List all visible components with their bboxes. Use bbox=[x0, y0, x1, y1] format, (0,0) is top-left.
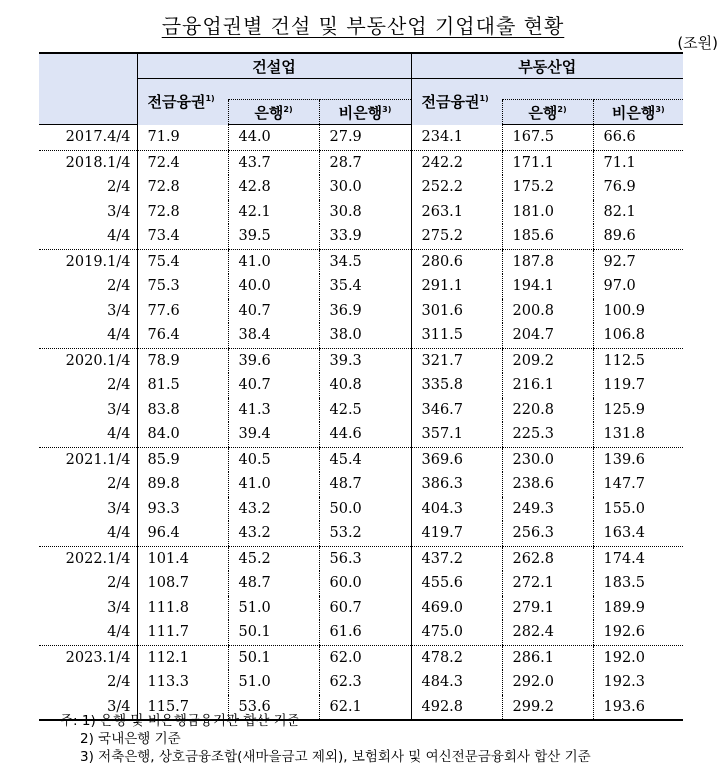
cell-realestate-nonbank: 82.1 bbox=[593, 200, 683, 225]
cell-realestate-bank: 262.8 bbox=[502, 546, 593, 571]
table-row bbox=[39, 125, 683, 151]
cell-construction-nonbank: 36.9 bbox=[319, 299, 411, 324]
cell-period: 4/4 bbox=[39, 323, 137, 348]
cell-construction-nonbank: 35.4 bbox=[319, 274, 411, 299]
cell-construction-nonbank: 27.9 bbox=[319, 125, 411, 151]
cell-realestate-bank: 272.1 bbox=[502, 571, 593, 596]
cell-realestate-total: 291.1 bbox=[411, 274, 502, 299]
cell-construction-total: 108.7 bbox=[137, 571, 228, 596]
cell-period: 4/4 bbox=[39, 620, 137, 645]
cell-realestate-total: 437.2 bbox=[411, 546, 502, 571]
cell-realestate-nonbank: 147.7 bbox=[593, 472, 683, 497]
cell-period: 2021.1/4 bbox=[65, 451, 131, 468]
footnote-3: 3) 저축은행, 상호금융조합(새마을금고 제외), 보험회사 및 여신전문금융회사 합산 기준 bbox=[80, 749, 591, 765]
cell-realestate-nonbank: 100.9 bbox=[593, 299, 683, 324]
cell-realestate-nonbank: 97.0 bbox=[593, 274, 683, 299]
table-row bbox=[39, 150, 683, 175]
cell-realestate-nonbank: 174.4 bbox=[593, 546, 683, 571]
cell-construction-nonbank: 62.3 bbox=[319, 670, 411, 695]
table-row bbox=[39, 323, 683, 348]
cell-period: 3/4 bbox=[107, 500, 131, 517]
cell-period: 2/4 bbox=[107, 377, 131, 394]
cell-construction-bank: 51.0 bbox=[228, 596, 319, 621]
cell-period: 2/4 bbox=[107, 476, 131, 493]
cell-period: 2022.1/4 bbox=[65, 550, 131, 567]
cell-realestate-bank: 181.0 bbox=[502, 200, 593, 225]
table-row bbox=[39, 670, 683, 695]
cell-construction-nonbank: 42.5 bbox=[319, 398, 411, 423]
col-header-nonbank: 비은행$^{3)}$ bbox=[319, 100, 411, 125]
cell-period: 2020.1/4 bbox=[65, 352, 131, 369]
cell-realestate-nonbank: 112.5 bbox=[593, 348, 683, 373]
cell-construction-total: 101.4 bbox=[137, 546, 228, 571]
cell-construction-bank: 51.0 bbox=[228, 670, 319, 695]
cell-realestate-bank: 225.3 bbox=[502, 422, 593, 447]
cell-realestate-nonbank: 192.3 bbox=[593, 670, 683, 695]
cell-construction-nonbank: 39.3 bbox=[319, 348, 411, 373]
cell-period: 2018.1/4 bbox=[65, 154, 131, 171]
cell-construction-nonbank: 34.5 bbox=[319, 249, 411, 274]
cell-construction-total: 72.4 bbox=[137, 150, 228, 175]
table-row bbox=[39, 249, 683, 274]
cell-realestate-bank: 282.4 bbox=[502, 620, 593, 645]
cell-construction-total: 76.4 bbox=[137, 323, 228, 348]
cell-construction-bank: 43.2 bbox=[228, 497, 319, 522]
col-header-nonbank: 비은행$^{3)}$ bbox=[593, 100, 683, 125]
cell-realestate-nonbank: 131.8 bbox=[593, 422, 683, 447]
cell-construction-nonbank: 28.7 bbox=[319, 150, 411, 175]
table-row bbox=[39, 274, 683, 299]
cell-period: 2017.4/4 bbox=[39, 125, 137, 151]
table-row bbox=[39, 546, 683, 571]
cell-construction-nonbank: 60.0 bbox=[319, 571, 411, 596]
cell-construction-total: 89.8 bbox=[137, 472, 228, 497]
cell-construction-bank: 40.0 bbox=[228, 274, 319, 299]
cell-realestate-bank: 230.0 bbox=[502, 447, 593, 472]
cell-realestate-bank: 279.1 bbox=[502, 596, 593, 621]
cell-construction-total: 112.1 bbox=[137, 645, 228, 670]
cell-construction-bank: 44.0 bbox=[228, 125, 319, 151]
cell-realestate-total: 252.2 bbox=[411, 175, 502, 200]
cell-construction-nonbank: 61.6 bbox=[319, 620, 411, 645]
cell-realestate-bank: 286.1 bbox=[502, 645, 593, 670]
cell-construction-total: 72.8 bbox=[137, 175, 228, 200]
cell-construction-nonbank: 60.7 bbox=[319, 596, 411, 621]
table-row bbox=[39, 620, 683, 645]
cell-realestate-nonbank: 106.8 bbox=[593, 323, 683, 348]
cell-construction-nonbank: 30.8 bbox=[319, 200, 411, 225]
cell-realestate-total: 386.3 bbox=[411, 472, 502, 497]
cell-realestate-total: 242.2 bbox=[411, 150, 502, 175]
table-row bbox=[39, 472, 683, 497]
group-header-real-estate: 부동산업 bbox=[411, 53, 683, 79]
col-header-total: 전금융권$^{1)}$ bbox=[411, 79, 502, 125]
cell-period: 3/4 bbox=[107, 401, 131, 418]
cell-realestate-total: 311.5 bbox=[411, 323, 502, 348]
cell-construction-total: 113.3 bbox=[137, 670, 228, 695]
cell-period: 3/4 bbox=[107, 599, 131, 616]
cell-construction-nonbank: 45.4 bbox=[319, 447, 411, 472]
cell-construction-bank: 40.7 bbox=[228, 373, 319, 398]
cell-construction-bank: 41.3 bbox=[228, 398, 319, 423]
cell-period: 2019.1/4 bbox=[65, 253, 131, 270]
cell-construction-bank: 50.1 bbox=[228, 620, 319, 645]
cell-realestate-total: 263.1 bbox=[411, 200, 502, 225]
table-row bbox=[39, 645, 683, 670]
group-header-construction: 건설업 bbox=[137, 53, 411, 79]
cell-construction-bank: 43.7 bbox=[228, 150, 319, 175]
col-header-bank: 은행$^{2)}$ bbox=[502, 100, 593, 125]
cell-construction-bank: 38.4 bbox=[228, 323, 319, 348]
cell-realestate-bank: 200.8 bbox=[502, 299, 593, 324]
cell-realestate-nonbank: 192.0 bbox=[593, 645, 683, 670]
cell-realestate-total: 419.7 bbox=[411, 521, 502, 546]
cell-construction-total: 72.8 bbox=[137, 200, 228, 225]
table-row bbox=[39, 200, 683, 225]
cell-construction-nonbank: 48.7 bbox=[319, 472, 411, 497]
cell-construction-bank: 39.4 bbox=[228, 422, 319, 447]
table-row bbox=[39, 299, 683, 324]
cell-period: 3/4 bbox=[107, 302, 131, 319]
cell-construction-bank: 50.1 bbox=[228, 645, 319, 670]
footnote-2: 2) 국내은행 기준 bbox=[80, 731, 181, 747]
cell-realestate-total: 357.1 bbox=[411, 422, 502, 447]
cell-construction-nonbank: 44.6 bbox=[319, 422, 411, 447]
cell-period: 3/4 bbox=[39, 695, 137, 721]
cell-realestate-total: 469.0 bbox=[411, 596, 502, 621]
cell-realestate-total: 369.6 bbox=[411, 447, 502, 472]
cell-realestate-total: 478.2 bbox=[411, 645, 502, 670]
cell-realestate-bank: 194.1 bbox=[502, 274, 593, 299]
cell-period: 2/4 bbox=[107, 278, 131, 295]
cell-period: 2/4 bbox=[107, 674, 131, 691]
cell-construction-bank: 42.1 bbox=[228, 200, 319, 225]
page-title: 금융업권별 건설 및 부동산업 기업대출 현황 bbox=[161, 14, 565, 38]
table-row bbox=[39, 447, 683, 472]
table-row bbox=[39, 422, 683, 447]
col-header-bank: 은행$^{2)}$ bbox=[228, 100, 319, 125]
cell-realestate-nonbank: 189.9 bbox=[593, 596, 683, 621]
cell-construction-bank: 41.0 bbox=[228, 472, 319, 497]
table-row bbox=[39, 596, 683, 621]
footnotes bbox=[60, 712, 591, 766]
cell-realestate-total: 475.0 bbox=[411, 620, 502, 645]
cell-realestate-total: 484.3 bbox=[411, 670, 502, 695]
cell-construction-bank: 40.5 bbox=[228, 447, 319, 472]
cell-realestate-bank: 175.2 bbox=[502, 175, 593, 200]
cell-construction-total: 81.5 bbox=[137, 373, 228, 398]
cell-realestate-bank: 299.2 bbox=[502, 695, 593, 721]
cell-realestate-nonbank: 66.6 bbox=[593, 125, 683, 151]
cell-realestate-total: 404.3 bbox=[411, 497, 502, 522]
cell-realestate-nonbank: 193.6 bbox=[593, 695, 683, 721]
cell-period: 2/4 bbox=[107, 179, 131, 196]
corner-header bbox=[39, 53, 137, 125]
table-row bbox=[39, 175, 683, 200]
table-row bbox=[39, 571, 683, 596]
cell-construction-nonbank: 40.8 bbox=[319, 373, 411, 398]
cell-construction-total: 84.0 bbox=[137, 422, 228, 447]
cell-construction-total: 78.9 bbox=[137, 348, 228, 373]
cell-construction-nonbank: 62.0 bbox=[319, 645, 411, 670]
cell-construction-total: 75.3 bbox=[137, 274, 228, 299]
cell-realestate-bank: 185.6 bbox=[502, 224, 593, 249]
cell-realestate-bank: 220.8 bbox=[502, 398, 593, 423]
cell-construction-total: 115.7 bbox=[137, 695, 228, 721]
cell-construction-total: 85.9 bbox=[137, 447, 228, 472]
cell-realestate-bank: 238.6 bbox=[502, 472, 593, 497]
cell-construction-nonbank: 56.3 bbox=[319, 546, 411, 571]
cell-period: 2023.1/4 bbox=[65, 649, 131, 666]
cell-realestate-total: 346.7 bbox=[411, 398, 502, 423]
cell-realestate-total: 455.6 bbox=[411, 571, 502, 596]
cell-construction-nonbank: 62.1 bbox=[319, 695, 411, 721]
cell-realestate-total: 301.6 bbox=[411, 299, 502, 324]
cell-realestate-total: 492.8 bbox=[411, 695, 502, 721]
cell-realestate-total: 335.8 bbox=[411, 373, 502, 398]
cell-construction-total: 71.9 bbox=[137, 125, 228, 151]
cell-construction-nonbank: 53.2 bbox=[319, 521, 411, 546]
unit-label: (조원) bbox=[677, 34, 718, 52]
cell-construction-total: 111.8 bbox=[137, 596, 228, 621]
cell-realestate-nonbank: 125.9 bbox=[593, 398, 683, 423]
cell-period: 2/4 bbox=[107, 575, 131, 592]
cell-realestate-bank: 167.5 bbox=[502, 125, 593, 151]
cell-construction-nonbank: 30.0 bbox=[319, 175, 411, 200]
cell-construction-bank: 40.7 bbox=[228, 299, 319, 324]
cell-construction-bank: 48.7 bbox=[228, 571, 319, 596]
cell-realestate-bank: 256.3 bbox=[502, 521, 593, 546]
cell-construction-total: 75.4 bbox=[137, 249, 228, 274]
cell-construction-total: 111.7 bbox=[137, 620, 228, 645]
cell-realestate-total: 280.6 bbox=[411, 249, 502, 274]
cell-realestate-bank: 292.0 bbox=[502, 670, 593, 695]
cell-construction-bank: 45.2 bbox=[228, 546, 319, 571]
cell-realestate-bank: 171.1 bbox=[502, 150, 593, 175]
cell-realestate-total: 321.7 bbox=[411, 348, 502, 373]
cell-realestate-bank: 204.7 bbox=[502, 323, 593, 348]
table-row bbox=[39, 497, 683, 522]
cell-realestate-nonbank: 89.6 bbox=[593, 224, 683, 249]
cell-realestate-bank: 216.1 bbox=[502, 373, 593, 398]
cell-construction-total: 77.6 bbox=[137, 299, 228, 324]
cell-construction-bank: 43.2 bbox=[228, 521, 319, 546]
cell-realestate-bank: 209.2 bbox=[502, 348, 593, 373]
cell-construction-nonbank: 38.0 bbox=[319, 323, 411, 348]
cell-construction-bank: 53.6 bbox=[228, 695, 319, 721]
cell-realestate-nonbank: 139.6 bbox=[593, 447, 683, 472]
table-row bbox=[39, 373, 683, 398]
cell-construction-bank: 39.5 bbox=[228, 224, 319, 249]
cell-realestate-nonbank: 155.0 bbox=[593, 497, 683, 522]
cell-construction-bank: 41.0 bbox=[228, 249, 319, 274]
cell-period: 4/4 bbox=[39, 422, 137, 447]
cell-realestate-nonbank: 163.4 bbox=[593, 521, 683, 546]
table-row bbox=[39, 224, 683, 249]
cell-period: 4/4 bbox=[39, 224, 137, 249]
cell-realestate-total: 234.1 bbox=[411, 125, 502, 151]
cell-construction-nonbank: 50.0 bbox=[319, 497, 411, 522]
cell-construction-bank: 39.6 bbox=[228, 348, 319, 373]
footnote-1: 주: 1) 은행 및 비은행금융기관 합산 기준 bbox=[60, 713, 300, 729]
table-row bbox=[39, 521, 683, 546]
table-body bbox=[39, 125, 683, 721]
table-row bbox=[39, 398, 683, 423]
col-header-total: 전금융권$^{1)}$ bbox=[137, 79, 228, 125]
cell-realestate-nonbank: 76.9 bbox=[593, 175, 683, 200]
cell-period: 3/4 bbox=[107, 203, 131, 220]
cell-realestate-bank: 249.3 bbox=[502, 497, 593, 522]
cell-realestate-bank: 187.8 bbox=[502, 249, 593, 274]
cell-realestate-nonbank: 192.6 bbox=[593, 620, 683, 645]
cell-realestate-nonbank: 71.1 bbox=[593, 150, 683, 175]
cell-construction-nonbank: 33.9 bbox=[319, 224, 411, 249]
cell-construction-total: 83.8 bbox=[137, 398, 228, 423]
cell-construction-bank: 42.8 bbox=[228, 175, 319, 200]
cell-construction-total: 96.4 bbox=[137, 521, 228, 546]
table-row bbox=[39, 348, 683, 373]
cell-construction-total: 73.4 bbox=[137, 224, 228, 249]
cell-realestate-nonbank: 119.7 bbox=[593, 373, 683, 398]
cell-realestate-nonbank: 183.5 bbox=[593, 571, 683, 596]
cell-realestate-nonbank: 92.7 bbox=[593, 249, 683, 274]
cell-period: 4/4 bbox=[39, 521, 137, 546]
cell-realestate-total: 275.2 bbox=[411, 224, 502, 249]
loan-table bbox=[39, 52, 683, 721]
cell-construction-total: 93.3 bbox=[137, 497, 228, 522]
